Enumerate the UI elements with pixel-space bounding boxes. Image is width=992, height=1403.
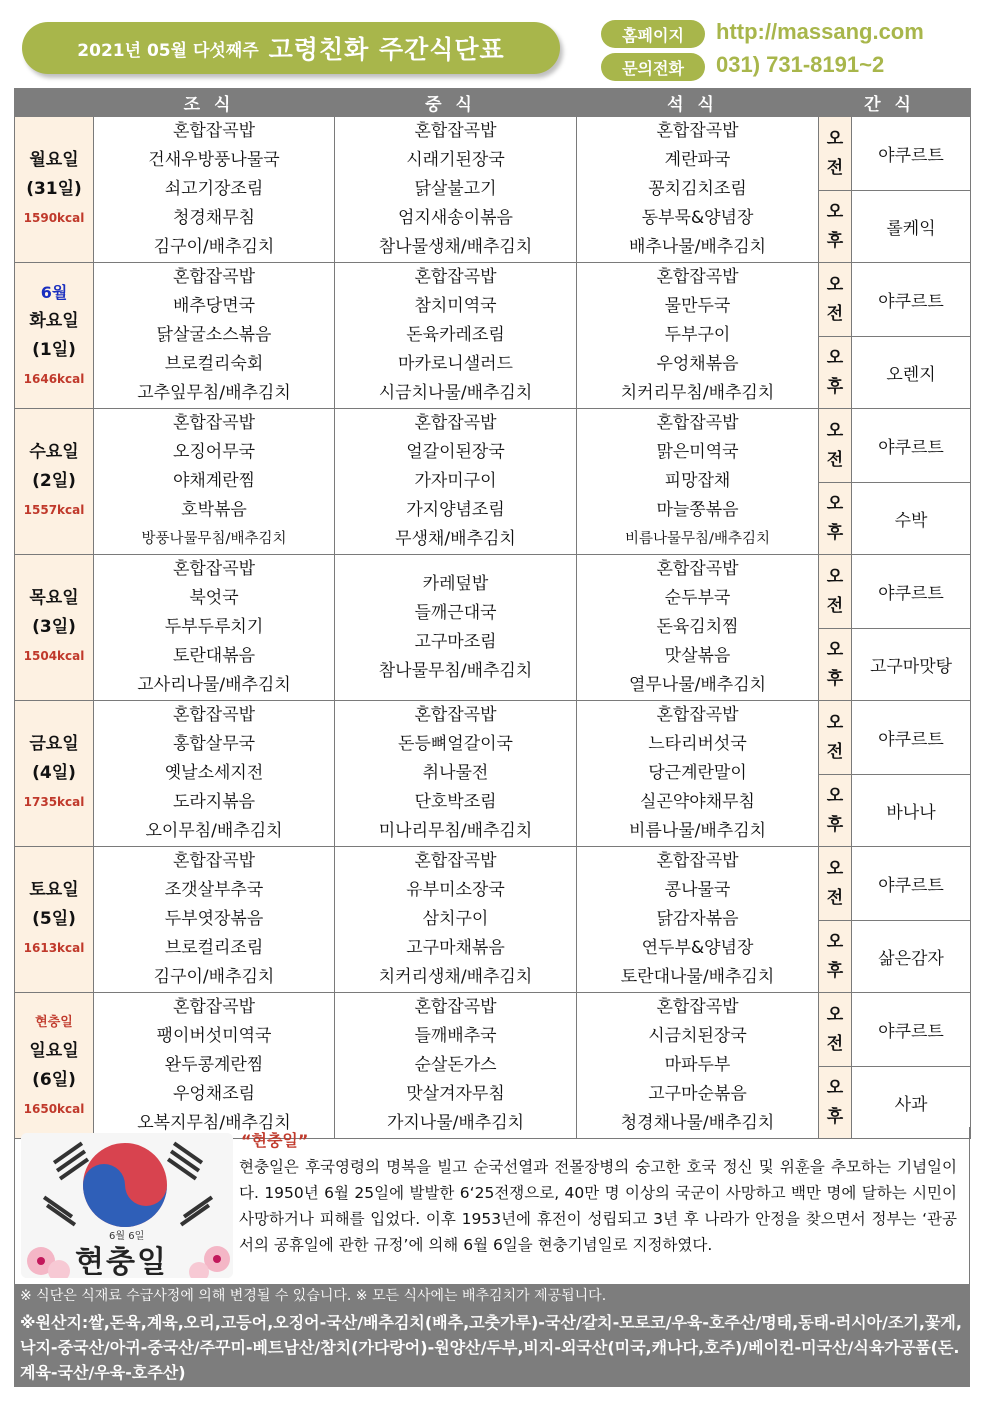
- breakfast-dish: 혼합잡곡밥: [172, 997, 256, 1017]
- day-row: [15, 555, 971, 629]
- period-char: 오: [826, 347, 844, 368]
- dinner-dish: 청경채나물/배추김치: [620, 1113, 775, 1133]
- breakfast-cell: [94, 117, 335, 263]
- notice-title: “현충일”: [241, 1131, 309, 1150]
- dinner-dish: 토란대나물/배추김치: [620, 967, 775, 987]
- table-header-row: [15, 89, 971, 117]
- snack-pm: 삶은감자: [852, 921, 971, 993]
- day-row: [15, 701, 971, 775]
- day-kcal: 1613kcal: [23, 941, 85, 955]
- breakfast-header: 조식: [94, 89, 335, 117]
- dinner-dish: 고구마순볶음: [648, 1084, 747, 1104]
- dinner-dish: 닭감자볶음: [656, 909, 739, 929]
- dinner-cell: [577, 409, 819, 555]
- breakfast-dish: 혼합잡곡밥: [172, 851, 256, 871]
- dinner-dish: 마늘쫑볶음: [656, 500, 739, 520]
- title-banner: [22, 22, 560, 74]
- lunch-dish: 엄지새송이볶음: [398, 208, 513, 228]
- lunch-dish: 가지양념조림: [406, 500, 505, 520]
- homepage-label: 홈페이지: [601, 20, 705, 48]
- breakfast-dish: 완두콩계란찜: [164, 1055, 264, 1075]
- breakfast-dish: 오이무침/배추김치: [145, 821, 283, 841]
- memorial-day-image: [21, 1133, 233, 1278]
- dinner-dish: 연두부&양념장: [641, 938, 754, 958]
- day-name: 목요일: [29, 588, 79, 608]
- breakfast-dish: 혼합잡곡밥: [172, 705, 256, 725]
- breakfast-dish: 고추잎무침/배추김치: [137, 383, 291, 403]
- day-kcal: 1650kcal: [23, 1101, 85, 1116]
- breakfast-dish: 혼합잡곡밥: [172, 121, 256, 141]
- breakfast-dish: 쇠고기장조림: [164, 179, 264, 199]
- lunch-dish: 순살돈가스: [414, 1055, 497, 1075]
- snack-pm: 바나나: [852, 775, 971, 847]
- day-row: [15, 847, 971, 921]
- dinner-dish: 동부묵&양념장: [641, 208, 754, 228]
- day-date: (6일): [32, 1069, 76, 1090]
- lunch-cell: [335, 555, 577, 701]
- notice-box: [14, 1127, 970, 1284]
- day-cell: [15, 847, 94, 993]
- day-cell: [15, 555, 94, 701]
- origin-info: ※원산지:쌀,돈육,계육,오리,고등어,오징어-국산/배추김치(배추,고춧가루)-국산/갈치-모로코/우육-호주산/명태,동태-러시아/조기,꽃게,낙지-중국산/아귀-중국산/주꾸미-베트남산/참치(가다랑어)-원양산/두부,비지-외국산(미국,캐나다,호주)/베이컨-미국산/식육가공품(돈.계육-국산/우육-호주산): [14, 1309, 970, 1387]
- breakfast-cell: [94, 701, 335, 847]
- day-date: (3일): [32, 617, 76, 637]
- dinner-dish: 두부구이: [664, 325, 731, 345]
- homepage-url[interactable]: http://massang.com: [716, 19, 924, 44]
- lunch-cell: [335, 117, 577, 263]
- lunch-dish: 시래기된장국: [406, 150, 505, 170]
- period-char: 오: [826, 1004, 844, 1025]
- period-char: 오: [826, 274, 844, 295]
- phone-number: 031) 731-8191~2: [716, 52, 885, 77]
- breakfast-dish: 브로컬리조림: [164, 938, 264, 958]
- breakfast-cell: [94, 409, 335, 555]
- breakfast-dish: 두부엿장볶음: [164, 909, 264, 929]
- lunch-dish: 유부미소장국: [406, 880, 505, 900]
- lunch-dish: 혼합잡곡밥: [414, 121, 497, 141]
- lunch-dish: 혼합잡곡밥: [414, 267, 497, 287]
- corner-cell: [15, 89, 94, 117]
- snack-am: 야쿠르트: [852, 409, 971, 483]
- breakfast-dish: 조갯살부추국: [164, 880, 264, 900]
- breakfast-dish: 호박볶음: [181, 500, 247, 520]
- snack-am: 야쿠르트: [852, 847, 971, 921]
- breakfast-dish: 오복지무침/배추김치: [137, 1113, 291, 1133]
- day-kcal: 1590kcal: [23, 211, 85, 225]
- lunch-dish: 들깨배추국: [414, 1026, 497, 1046]
- dinner-dish: 돈육김치찜: [656, 617, 739, 637]
- lunch-cell: [335, 701, 577, 847]
- dinner-header: 석식: [577, 89, 819, 117]
- day-name: 화요일: [29, 310, 79, 331]
- snack-pm: 수박: [852, 483, 971, 555]
- dinner-dish: 물만두국: [664, 296, 731, 316]
- breakfast-dish: 옛날소세지전: [164, 763, 264, 783]
- breakfast-dish: 도라지볶음: [172, 792, 256, 812]
- breakfast-dish: 북엇국: [189, 588, 239, 608]
- snack-am: 야쿠르트: [852, 263, 971, 337]
- day-kcal: 1504kcal: [23, 649, 85, 663]
- snack-period-am: [819, 263, 852, 337]
- snack-period-am: [819, 409, 852, 483]
- period-char: 후: [826, 960, 844, 981]
- period-char: 후: [826, 1106, 844, 1127]
- snack-header: 간식: [819, 89, 971, 117]
- lunch-dish: 돈육카레조림: [406, 325, 505, 345]
- period-char: 후: [826, 668, 844, 689]
- dinner-dish: 콩나물국: [664, 880, 731, 900]
- lunch-header: 중식: [335, 89, 577, 117]
- lunch-cell: [335, 409, 577, 555]
- lunch-dish: 혼합잡곡밥: [414, 997, 497, 1017]
- dinner-cell: [577, 263, 819, 409]
- phone-label: 문의전화: [601, 53, 705, 81]
- breakfast-cell: [94, 555, 335, 701]
- period-char: 전: [826, 303, 844, 324]
- lunch-dish: 참나물생채/배추김치: [378, 237, 533, 257]
- day-kcal: 1646kcal: [23, 371, 85, 386]
- period-char: 후: [826, 522, 844, 543]
- snack-period-pm: [819, 191, 852, 263]
- lunch-dish: 맛살겨자무침: [406, 1084, 505, 1104]
- period-char: 전: [826, 157, 844, 178]
- snack-period-am: [819, 555, 852, 629]
- period-char: 후: [826, 814, 844, 835]
- snack-period-am: [819, 701, 852, 775]
- day-name: 월요일: [29, 150, 79, 170]
- lunch-dish: 참나물무침/배추김치: [378, 660, 533, 681]
- snack-period-am: [819, 847, 852, 921]
- snack-period-pm: [819, 483, 852, 555]
- day-row: [15, 993, 971, 1067]
- lunch-cell: [335, 847, 577, 993]
- lunch-cell: [335, 263, 577, 409]
- day-kcal: 1557kcal: [23, 503, 85, 517]
- lunch-dish: 혼합잡곡밥: [414, 705, 497, 725]
- day-date: (1일): [32, 339, 76, 360]
- day-cell: [15, 263, 94, 409]
- period-char: 오: [826, 201, 844, 222]
- snack-period-pm: [819, 629, 852, 701]
- breakfast-dish: 우엉채조림: [172, 1084, 256, 1104]
- day-holiday: 현충일: [35, 1014, 73, 1030]
- dinner-dish: 혼합잡곡밥: [656, 559, 739, 579]
- image-caption-date: 6월 6일: [109, 1231, 145, 1242]
- day-cell: [15, 117, 94, 263]
- period-char: 오: [826, 566, 844, 587]
- day-month: 6월: [40, 282, 68, 302]
- dinner-dish: 순두부국: [664, 588, 731, 608]
- breakfast-dish: 김구이/배추김치: [153, 967, 275, 987]
- breakfast-cell: [94, 263, 335, 409]
- day-name: 일요일: [29, 1040, 79, 1061]
- breakfast-dish: 김구이/배추김치: [153, 237, 275, 257]
- lunch-dish: 마카로니샐러드: [398, 354, 513, 374]
- image-caption: 현충일: [75, 1245, 168, 1278]
- snack-am: 야쿠르트: [852, 117, 971, 191]
- breakfast-dish: 홍합살무국: [172, 734, 256, 754]
- dinner-dish: 맛살볶음: [664, 646, 731, 666]
- dinner-dish: 혼합잡곡밥: [656, 121, 739, 141]
- breakfast-dish: 야채계란찜: [172, 471, 256, 491]
- lunch-dish: 단호박조림: [414, 792, 497, 812]
- dinner-dish: 혼합잡곡밥: [656, 997, 739, 1017]
- day-date: (4일): [32, 763, 76, 783]
- snack-period-am: [819, 117, 852, 191]
- dinner-dish: 맑은미역국: [656, 442, 739, 462]
- period-char: 오: [826, 1077, 844, 1098]
- lunch-dish: 취나물전: [422, 763, 489, 783]
- day-date: (2일): [32, 471, 76, 491]
- dinner-dish: 피망잡채: [664, 471, 731, 491]
- week-label: 2021년 05월 다섯째주: [77, 40, 259, 61]
- lunch-dish: 가자미구이: [414, 471, 497, 491]
- day-cell: [15, 409, 94, 555]
- breakfast-dish: 혼합잡곡밥: [172, 413, 256, 433]
- breakfast-dish: 토란대볶음: [172, 646, 256, 666]
- breakfast-dish: 팽이버섯미역국: [156, 1026, 272, 1046]
- lunch-dish: 얼갈이된장국: [406, 442, 505, 462]
- day-row: [15, 409, 971, 483]
- snack-pm: 오렌지: [852, 337, 971, 409]
- lunch-dish: 고구마조림: [414, 631, 497, 652]
- lunch-dish: 삼치구이: [422, 909, 489, 929]
- period-char: 오: [826, 931, 844, 952]
- breakfast-dish: 두부두루치기: [164, 617, 264, 637]
- lunch-dish: 무생채/배추김치: [395, 529, 516, 549]
- snack-period-pm: [819, 337, 852, 409]
- day-name: 금요일: [29, 734, 79, 754]
- dinner-dish: 실곤약야채무침: [640, 792, 755, 812]
- day-cell: [15, 993, 94, 1139]
- breakfast-dish: 고사리나물/배추김치: [137, 675, 291, 695]
- dinner-cell: [577, 117, 819, 263]
- day-name: 수요일: [29, 442, 79, 462]
- snack-pm: 롤케익: [852, 191, 971, 263]
- lunch-dish: 돈등뼈얼갈이국: [398, 734, 513, 754]
- page-title: 고령친화 주간식단표: [268, 35, 505, 64]
- lunch-dish: 고구마채볶음: [406, 938, 505, 958]
- period-char: 후: [826, 376, 844, 397]
- breakfast-cell: [94, 993, 335, 1139]
- dinner-dish: 비름나물/배추김치: [628, 821, 767, 841]
- snack-pm: 고구마맛탕: [852, 629, 971, 701]
- taegeuk-emblem-icon: [83, 1143, 167, 1227]
- lunch-dish: 혼합잡곡밥: [414, 851, 497, 871]
- dinner-dish: 혼합잡곡밥: [656, 851, 739, 871]
- snack-pm: 사과: [852, 1067, 971, 1139]
- day-row: [15, 263, 971, 337]
- footer-note: ※ 식단은 식재료 수급사정에 의해 변경될 수 있습니다. ※ 모든 식사에는 배추김치가 제공됩니다.: [14, 1284, 970, 1309]
- menu-body: [15, 117, 971, 1139]
- period-char: 전: [826, 1033, 844, 1054]
- lunch-dish: 들깨근대국: [414, 602, 497, 623]
- breakfast-dish: 방풍나물무침/배추김치: [141, 531, 287, 547]
- breakfast-dish: 브로컬리숙회: [164, 354, 264, 374]
- breakfast-dish: 건새우방풍나물국: [148, 150, 280, 170]
- lunch-cell: [335, 993, 577, 1139]
- dinner-dish: 혼합잡곡밥: [656, 267, 739, 287]
- breakfast-cell: [94, 847, 335, 993]
- dinner-cell: [577, 847, 819, 993]
- lunch-dish: 가지나물/배추김치: [386, 1113, 525, 1133]
- period-char: 오: [826, 712, 844, 733]
- period-char: 오: [826, 785, 844, 806]
- day-date: (5일): [32, 909, 76, 929]
- breakfast-dish: 혼합잡곡밥: [172, 559, 256, 579]
- lunch-dish: 미나리무침/배추김치: [378, 821, 533, 841]
- period-char: 후: [826, 230, 844, 251]
- dinner-dish: 비름나물무침/배추김치: [625, 531, 770, 547]
- snack-am: 야쿠르트: [852, 555, 971, 629]
- snack-period-pm: [819, 775, 852, 847]
- period-char: 오: [826, 858, 844, 879]
- dinner-dish: 시금치된장국: [648, 1026, 747, 1046]
- snack-period-am: [819, 993, 852, 1067]
- dinner-cell: [577, 701, 819, 847]
- lunch-dish: 참치미역국: [414, 296, 497, 316]
- breakfast-dish: 닭살굴소스볶음: [156, 325, 272, 345]
- day-date: (31일): [26, 179, 82, 199]
- dinner-dish: 당근계란말이: [648, 763, 747, 783]
- dinner-dish: 치커리무침/배추김치: [620, 383, 775, 403]
- lunch-dish: 카레덮밥: [422, 573, 489, 594]
- period-char: 오: [826, 639, 844, 660]
- day-kcal: 1735kcal: [23, 795, 85, 809]
- lunch-dish: 혼합잡곡밥: [414, 413, 497, 433]
- lunch-dish: 닭살불고기: [414, 179, 497, 199]
- dinner-dish: 혼합잡곡밥: [656, 413, 739, 433]
- dinner-dish: 계란파국: [664, 150, 731, 170]
- day-name: 토요일: [29, 880, 79, 900]
- period-char: 오: [826, 493, 844, 514]
- breakfast-dish: 배추당면국: [172, 296, 256, 316]
- notice-body: 현충일은 후국영령의 명복을 빌고 순국선열과 전몰장병의 숭고한 호국 정신 및 위훈을 추모하는 기념일이다. 1950년 6월 25일에 발발한 6‘25전쟁으로, 40만 명 이상의 국군이 사망하고 백만 명에 달하는 시민이 사망하거나 피해를 입었다. 이후 1953년에 휴전이 성립되고 3년 후 나라가 안정을 찾으면서 정부는 ‘관공서의 공휴일에 관한 규정’에 의해 6월 6일을 현충기념일로 지정하였다.: [239, 1158, 957, 1254]
- dinner-dish: 열무나물/배추김치: [628, 675, 767, 695]
- day-cell: [15, 701, 94, 847]
- period-char: 전: [826, 887, 844, 908]
- dinner-cell: [577, 555, 819, 701]
- dinner-dish: 혼합잡곡밥: [656, 705, 739, 725]
- dinner-dish: 느타리버섯국: [648, 734, 747, 754]
- snack-am: 야쿠르트: [852, 993, 971, 1067]
- dinner-dish: 마파두부: [664, 1055, 731, 1075]
- dinner-dish: 우엉채볶음: [656, 354, 739, 374]
- breakfast-dish: 오징어무국: [172, 442, 256, 462]
- day-row: [15, 117, 971, 191]
- period-char: 전: [826, 741, 844, 762]
- snack-am: 야쿠르트: [852, 701, 971, 775]
- lunch-dish: 시금치나물/배추김치: [378, 383, 533, 403]
- dinner-dish: 배추나물/배추김치: [628, 237, 767, 257]
- breakfast-dish: 혼합잡곡밥: [172, 267, 256, 287]
- breakfast-dish: 청경채무침: [172, 208, 256, 228]
- snack-period-pm: [819, 921, 852, 993]
- period-char: 오: [826, 128, 844, 149]
- weekly-menu-table: [14, 88, 971, 1139]
- dinner-dish: 꽁치김치조림: [648, 179, 747, 199]
- period-char: 전: [826, 449, 844, 470]
- period-char: 전: [826, 595, 844, 616]
- dinner-cell: [577, 993, 819, 1139]
- period-char: 오: [826, 420, 844, 441]
- lunch-dish: 치커리생채/배추김치: [378, 967, 533, 987]
